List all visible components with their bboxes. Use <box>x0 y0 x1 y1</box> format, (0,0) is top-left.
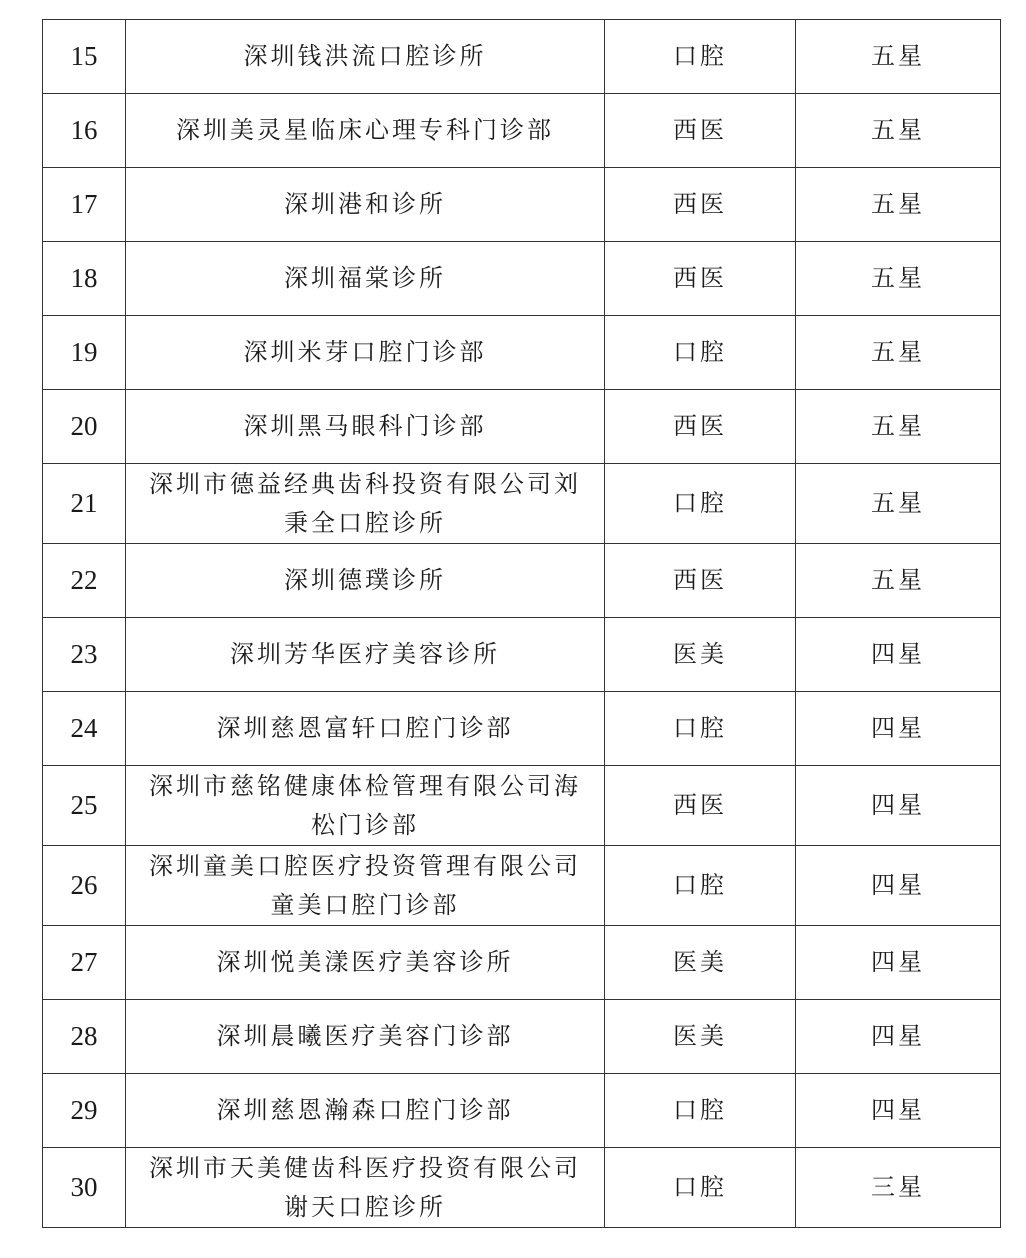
table-row <box>43 94 1001 168</box>
table-row <box>43 766 1001 846</box>
row-number: 25 <box>43 766 126 846</box>
clinic-category: 口腔 <box>605 846 796 926</box>
clinic-rating: 四星 <box>796 618 1001 692</box>
clinic-name: 深圳钱洪流口腔诊所 <box>126 20 605 94</box>
row-number: 16 <box>43 94 126 168</box>
clinic-name: 深圳市慈铭健康体检管理有限公司海松门诊部 <box>126 766 605 846</box>
row-number: 19 <box>43 316 126 390</box>
clinic-name: 深圳福棠诊所 <box>126 242 605 316</box>
clinic-name: 深圳港和诊所 <box>126 168 605 242</box>
table-row <box>43 618 1001 692</box>
clinic-rating-table <box>42 19 1001 1228</box>
table-row <box>43 242 1001 316</box>
clinic-rating: 三星 <box>796 1148 1001 1228</box>
clinic-name: 深圳黑马眼科门诊部 <box>126 390 605 464</box>
table-row <box>43 1148 1001 1228</box>
clinic-rating: 四星 <box>796 926 1001 1000</box>
clinic-rating: 四星 <box>796 1000 1001 1074</box>
row-number: 30 <box>43 1148 126 1228</box>
clinic-category: 西医 <box>605 168 796 242</box>
table-row <box>43 390 1001 464</box>
clinic-rating: 五星 <box>796 20 1001 94</box>
clinic-category: 口腔 <box>605 464 796 544</box>
clinic-category: 西医 <box>605 544 796 618</box>
row-number: 22 <box>43 544 126 618</box>
clinic-rating: 五星 <box>796 168 1001 242</box>
table-row <box>43 168 1001 242</box>
clinic-name: 深圳市天美健齿科医疗投资有限公司谢天口腔诊所 <box>126 1148 605 1228</box>
table-row <box>43 464 1001 544</box>
clinic-rating: 五星 <box>796 544 1001 618</box>
clinic-category: 西医 <box>605 766 796 846</box>
clinic-rating: 五星 <box>796 242 1001 316</box>
row-number: 17 <box>43 168 126 242</box>
clinic-name: 深圳童美口腔医疗投资管理有限公司童美口腔门诊部 <box>126 846 605 926</box>
table-row <box>43 544 1001 618</box>
clinic-rating: 五星 <box>796 390 1001 464</box>
table-row <box>43 926 1001 1000</box>
clinic-rating: 五星 <box>796 316 1001 390</box>
clinic-category: 口腔 <box>605 20 796 94</box>
row-number: 15 <box>43 20 126 94</box>
clinic-name: 深圳市德益经典齿科投资有限公司刘秉全口腔诊所 <box>126 464 605 544</box>
row-number: 21 <box>43 464 126 544</box>
clinic-category: 口腔 <box>605 1074 796 1148</box>
clinic-name: 深圳美灵星临床心理专科门诊部 <box>126 94 605 168</box>
clinic-category: 口腔 <box>605 1148 796 1228</box>
clinic-rating: 四星 <box>796 1074 1001 1148</box>
clinic-category: 医美 <box>605 926 796 1000</box>
table-row <box>43 316 1001 390</box>
clinic-rating: 四星 <box>796 766 1001 846</box>
row-number: 27 <box>43 926 126 1000</box>
table-row <box>43 1000 1001 1074</box>
row-number: 26 <box>43 846 126 926</box>
row-number: 24 <box>43 692 126 766</box>
clinic-category: 口腔 <box>605 692 796 766</box>
table-row <box>43 846 1001 926</box>
clinic-category: 西医 <box>605 390 796 464</box>
table-row <box>43 20 1001 94</box>
row-number: 29 <box>43 1074 126 1148</box>
row-number: 20 <box>43 390 126 464</box>
row-number: 23 <box>43 618 126 692</box>
clinic-category: 医美 <box>605 618 796 692</box>
row-number: 28 <box>43 1000 126 1074</box>
row-number: 18 <box>43 242 126 316</box>
table-row <box>43 692 1001 766</box>
table-row <box>43 1074 1001 1148</box>
clinic-name: 深圳慈恩富轩口腔门诊部 <box>126 692 605 766</box>
clinic-name: 深圳悦美漾医疗美容诊所 <box>126 926 605 1000</box>
clinic-rating: 五星 <box>796 94 1001 168</box>
table-body <box>43 20 1001 1228</box>
clinic-category: 西医 <box>605 242 796 316</box>
clinic-name: 深圳晨曦医疗美容门诊部 <box>126 1000 605 1074</box>
clinic-name: 深圳米芽口腔门诊部 <box>126 316 605 390</box>
clinic-category: 医美 <box>605 1000 796 1074</box>
clinic-rating: 五星 <box>796 464 1001 544</box>
clinic-name: 深圳慈恩瀚森口腔门诊部 <box>126 1074 605 1148</box>
clinic-name: 深圳德璞诊所 <box>126 544 605 618</box>
clinic-rating: 四星 <box>796 692 1001 766</box>
clinic-name: 深圳芳华医疗美容诊所 <box>126 618 605 692</box>
clinic-category: 西医 <box>605 94 796 168</box>
clinic-rating: 四星 <box>796 846 1001 926</box>
clinic-category: 口腔 <box>605 316 796 390</box>
